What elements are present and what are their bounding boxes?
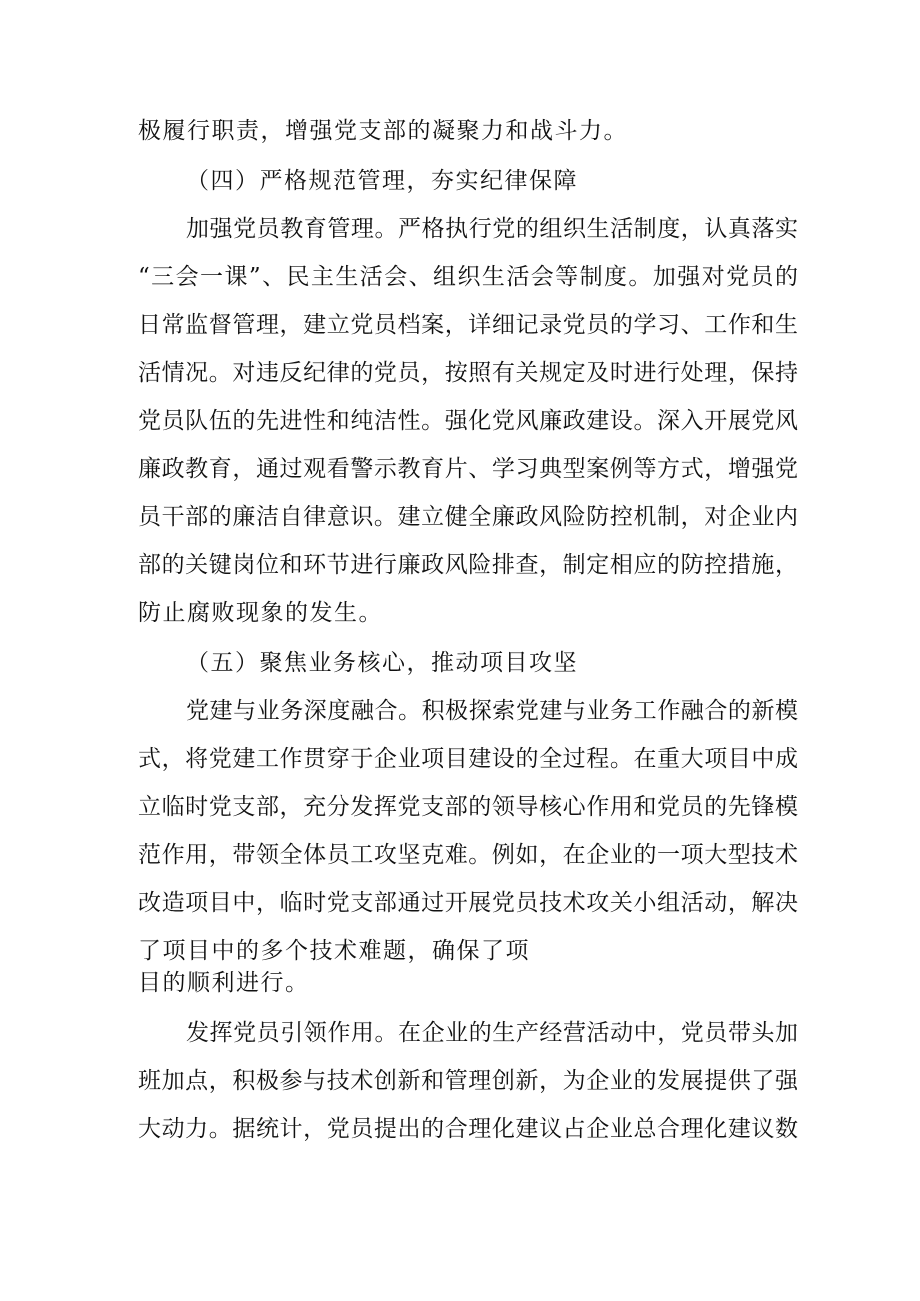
section-heading-5: （五）聚焦业务核心，推动项目攻坚 [186, 650, 578, 676]
paragraph-line: 加强党员教育管理。严格执行党的组织生活制度，认真落实 [186, 216, 798, 242]
paragraph-line: 廉政教育，通过观看警示教育片、学习典型案例等方式，增强党 [138, 456, 798, 482]
paragraph-line: 极履行职责，增强党支部的凝聚力和战斗力。 [138, 118, 628, 144]
paragraph-line: 党员队伍的先进性和纯洁性。强化党风廉政建设。深入开展党风 [138, 408, 798, 434]
paragraph-line: 发挥党员引领作用。在企业的生产经营活动中，党员带头加 [186, 1020, 798, 1046]
paragraph-line: 活情况。对违反纪律的党员，按照有关规定及时进行处理，保持 [138, 360, 798, 386]
paragraph-line: 防止腐败现象的发生。 [138, 600, 383, 626]
paragraph-line: 班加点，积极参与技术创新和管理创新，为企业的发展提供了强 [138, 1068, 798, 1094]
paragraph-line: 立临时党支部，充分发挥党支部的领导核心作用和党员的先锋模 [138, 794, 798, 820]
paragraph-line: 日常监督管理，建立党员档案，详细记录党员的学习、工作和生 [138, 312, 798, 338]
paragraph-line: 大动力。据统计，党员提出的合理化建议占企业总合理化建议数 [138, 1116, 798, 1142]
paragraph-line: 改造项目中，临时党支部通过开展党员技术攻关小组活动，解决 [138, 890, 798, 916]
paragraph-line: 部的关键岗位和环节进行廉政风险排查，制定相应的防控措施， [138, 552, 798, 578]
section-heading-4: （四）严格规范管理，夯实纪律保障 [186, 168, 578, 194]
paragraph-line: 了项目中的多个技术难题，确保了项 [138, 938, 530, 964]
paragraph-line: 范作用，带领全体员工攻坚克难。例如，在企业的一项大型技术 [138, 842, 798, 868]
paragraph-line: 员干部的廉洁自律意识。建立健全廉政风险防控机制，对企业内 [138, 504, 798, 530]
paragraph-line: 式，将党建工作贯穿于企业项目建设的全过程。在重大项目中成 [138, 746, 798, 772]
paragraph-line: 目的顺利进行。 [138, 970, 310, 996]
paragraph-line: 党建与业务深度融合。积极探索党建与业务工作融合的新模 [186, 698, 798, 724]
paragraph-line: “三会一课”、民主生活会、组织生活会等制度。加强对党员的 [138, 264, 798, 290]
